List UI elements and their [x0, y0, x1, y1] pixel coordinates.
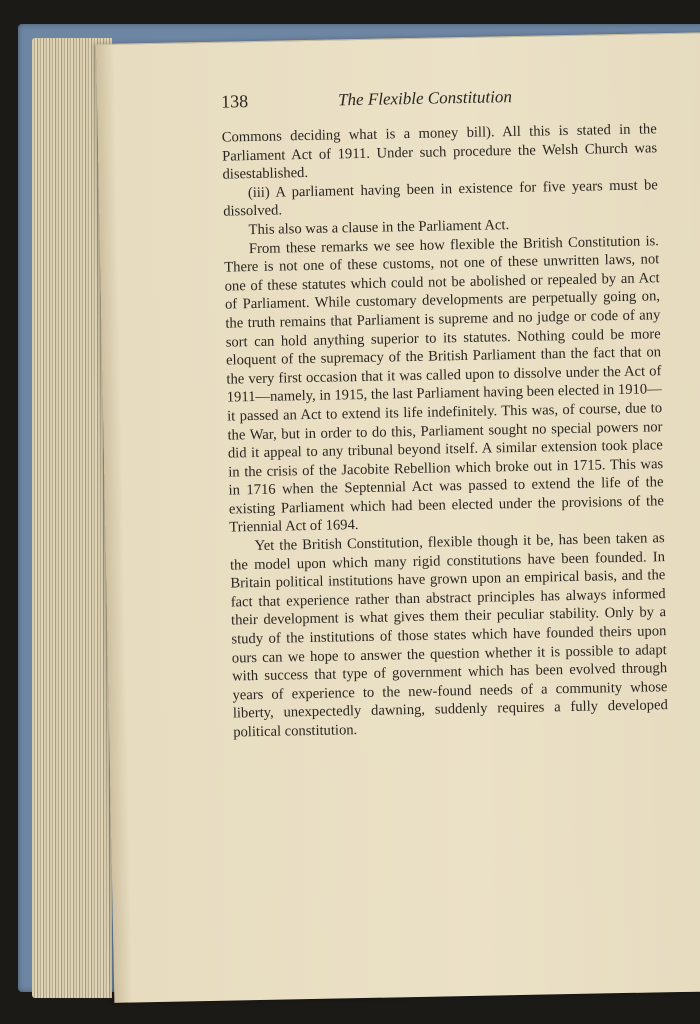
page-header: [221, 84, 656, 114]
paragraph-continuation: Commons deciding what is a money bill). All this is stated in the Parliament Act of 1911. Under such procedure the Welsh Church was disestablished.: [221, 121, 658, 183]
paragraph-clause-note: This also was a clause in the Parliament Act.: [248, 217, 510, 239]
paragraph-model: Yet the British Constitution, flexible though it be, has been taken as the model upon which many rigid constitutions have been founded. In Britain political institutions have grown upon an empirical basis, and the fact that experience rather than abstract principles has always informed their development is what gives them their peculiar stability. Only by a study of the institutions of those states which have founded theirs upon ours can we hope to answer the question whether it is possible to adapt with success that type of government which has been evolved through years of experience to the new-found needs of a community whose liberty, unexpectedly dawning, suddenly requires a fully developed political constitution.: [229, 530, 668, 741]
running-title: The Flexible Constitution: [337, 87, 513, 110]
paragraph-flexibility: From these remarks we see how flexible the British Constitution is. There is not one of these customs, not one of these unwritten laws, not one of these statutes which could not be abolished or repealed by an Act of Parliament. While customary developments are perpetually going on, the truth remains that Parliament is supreme and no judge or code of any sort can hold anything superior to its statutes. Nothing could be more eloquent of the supremacy of the British Parliament than the fact that on the very first occasion that it was called upon to dissolve under the Act of 1911—namely, in 1915, the last Parliament having been elected in 1910—it passed an Act to extend its life indefinitely. This was, of course, due to the War, but in order to do this, Parliament sought no special powers nor did it appeal to any tribunal beyond itself. A similar extension took place in the crisis of the Jacobite Rebellion which broke out in 1715. This was in 1716 when the Septennial Act was passed to extend the life of the existing Parliament which had been elected under the provisions of the Triennial Act of 1694.: [224, 232, 665, 536]
book-page: [96, 32, 700, 1003]
page-text: [221, 84, 668, 742]
paragraph-item-iii: (iii) A parliament having been in existence for five years must be dissolved.: [223, 177, 658, 220]
page-number: 138: [220, 91, 249, 112]
